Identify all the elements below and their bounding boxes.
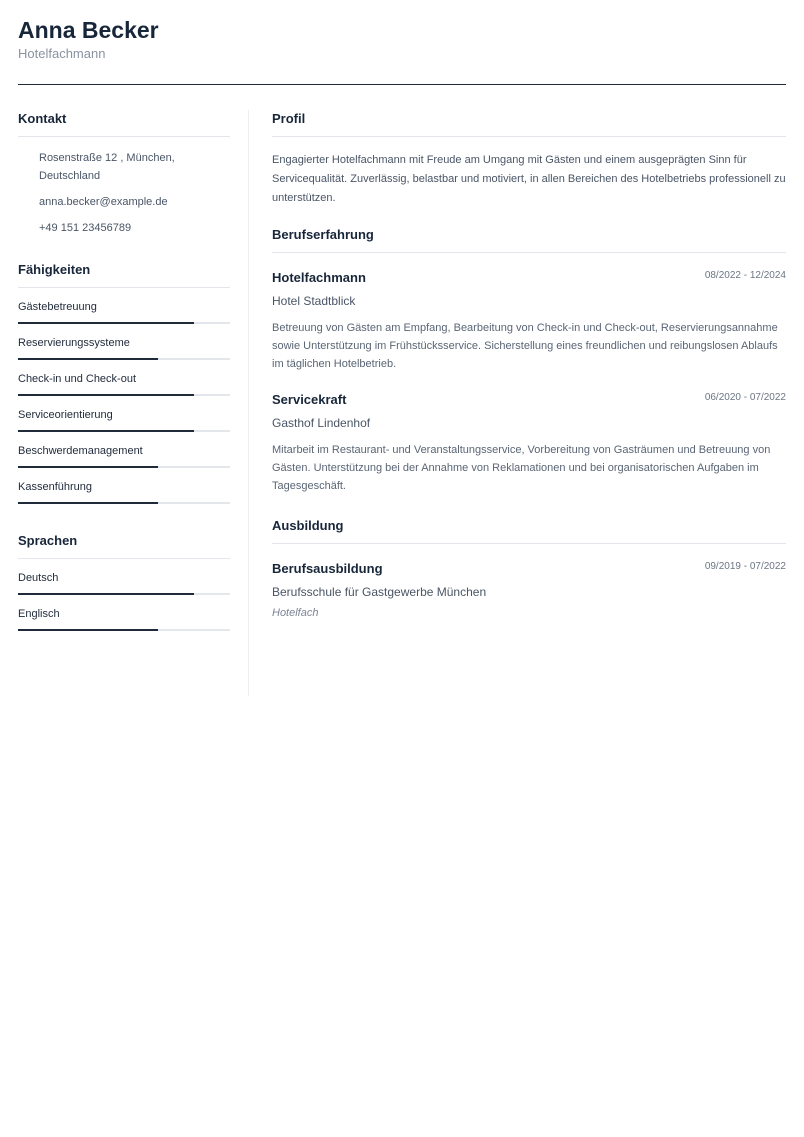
skill-item: [18, 408, 230, 432]
languages-list: [18, 571, 230, 631]
person-name: Anna Becker: [18, 17, 159, 43]
main-content: [272, 110, 786, 638]
entry-subtitle: Hotelfach: [272, 607, 319, 619]
entry-header: [272, 391, 786, 409]
contact-title: Kontakt: [18, 110, 230, 137]
language-label: Englisch: [18, 608, 60, 620]
skill-level-bar: [18, 430, 230, 432]
skill-label: Kassenführung: [18, 481, 92, 493]
experience-section: [272, 226, 786, 495]
languages-section: [18, 532, 230, 631]
entry-title: Berufsausbildung: [272, 561, 383, 576]
skill-label: Reservierungssysteme: [18, 337, 130, 349]
entry-organization: Hotel Stadtblick: [272, 294, 356, 308]
skill-level-fill: [18, 322, 194, 324]
skill-item: [18, 480, 230, 504]
entry-date: 06/2020 - 07/2022: [704, 392, 786, 403]
experience-entry: [272, 269, 786, 373]
profile-text: Engagierter Hotelfachmann mit Freude am Umgang mit Gästen und einem ausgeprägten Sinn für Servicequalität. Zuverlässig, belastbar und motiviert, in allen Bereichen des Hotelbetriebs professionell zu unterstützen.: [272, 154, 786, 204]
education-title: Ausbildung: [272, 517, 786, 544]
skill-item: [18, 300, 230, 324]
skill-level-bar: [18, 358, 230, 360]
skill-label: Check-in und Check-out: [18, 373, 137, 385]
entry-date: 08/2022 - 12/2024: [704, 270, 786, 281]
skills-list: [18, 300, 230, 504]
column-divider: [248, 110, 249, 696]
languages-title: Sprachen: [18, 532, 230, 559]
skills-title: Fähigkeiten: [18, 261, 230, 288]
skill-level-fill: [18, 358, 158, 360]
skill-item: [18, 336, 230, 360]
language-level-bar: [18, 593, 230, 595]
experience-title: Berufserfahrung: [272, 226, 786, 253]
skill-level-bar: [18, 502, 230, 504]
language-item: [18, 607, 230, 631]
contact-email[interactable]: anna.becker@example.de: [39, 196, 168, 208]
skill-level-fill: [18, 466, 158, 468]
person-job-title: Hotelfachmann: [18, 46, 106, 61]
resume-header: [18, 16, 786, 62]
skill-label: Gästebetreuung: [18, 301, 97, 313]
language-level-bar: [18, 629, 230, 631]
header-divider: [18, 84, 786, 85]
skill-level-fill: [18, 430, 194, 432]
contact-phone[interactable]: +49 151 23456789: [39, 222, 132, 234]
skill-level-fill: [18, 502, 158, 504]
skill-item: [18, 444, 230, 468]
experience-entry: [272, 391, 786, 495]
entry-organization: Gasthof Lindenhof: [272, 416, 371, 430]
language-label: Deutsch: [18, 572, 59, 584]
skill-item: [18, 372, 230, 396]
contact-section: [18, 110, 230, 237]
skill-level-bar: [18, 466, 230, 468]
education-section: [272, 517, 786, 620]
entry-title: Servicekraft: [272, 392, 347, 407]
sidebar: [18, 110, 230, 631]
profile-section: [272, 110, 786, 208]
skill-level-bar: [18, 394, 230, 396]
entry-title: Hotelfachmann: [272, 270, 366, 285]
contact-address: Rosenstraße 12 , München, Deutschland: [39, 152, 175, 182]
contact-list: [18, 137, 230, 237]
language-item: [18, 571, 230, 595]
skills-section: [18, 261, 230, 504]
skill-label: Serviceorientierung: [18, 409, 113, 421]
entry-description: Mitarbeit im Restaurant- und Veranstaltungsservice, Vorbereitung von Gasträumen und Betreuung von Gästen. Unterstützung bei der Annahme von Reklamationen und bei organisatorischen Aufgaben im Tagesgeschäft.: [272, 444, 771, 492]
profile-title: Profil: [272, 110, 786, 137]
entry-description: Betreuung von Gästen am Empfang, Bearbeitung von Check-in und Check-out, Reservierungsannahme sowie Unterstützung im Frühstücksservice. Sicherstellung eines freundlichen und reibungslosen Ablaufs im täglichen Hotelbetrieb.: [272, 322, 778, 370]
language-level-fill: [18, 629, 158, 631]
skill-level-fill: [18, 394, 194, 396]
entry-organization: Berufsschule für Gastgewerbe München: [272, 585, 487, 599]
language-level-fill: [18, 593, 194, 595]
skill-label: Beschwerdemanagement: [18, 445, 143, 457]
entry-header: [272, 269, 786, 287]
skill-level-bar: [18, 322, 230, 324]
entry-date: 09/2019 - 07/2022: [704, 561, 786, 572]
entry-header: [272, 560, 786, 578]
education-entry: [272, 560, 786, 620]
